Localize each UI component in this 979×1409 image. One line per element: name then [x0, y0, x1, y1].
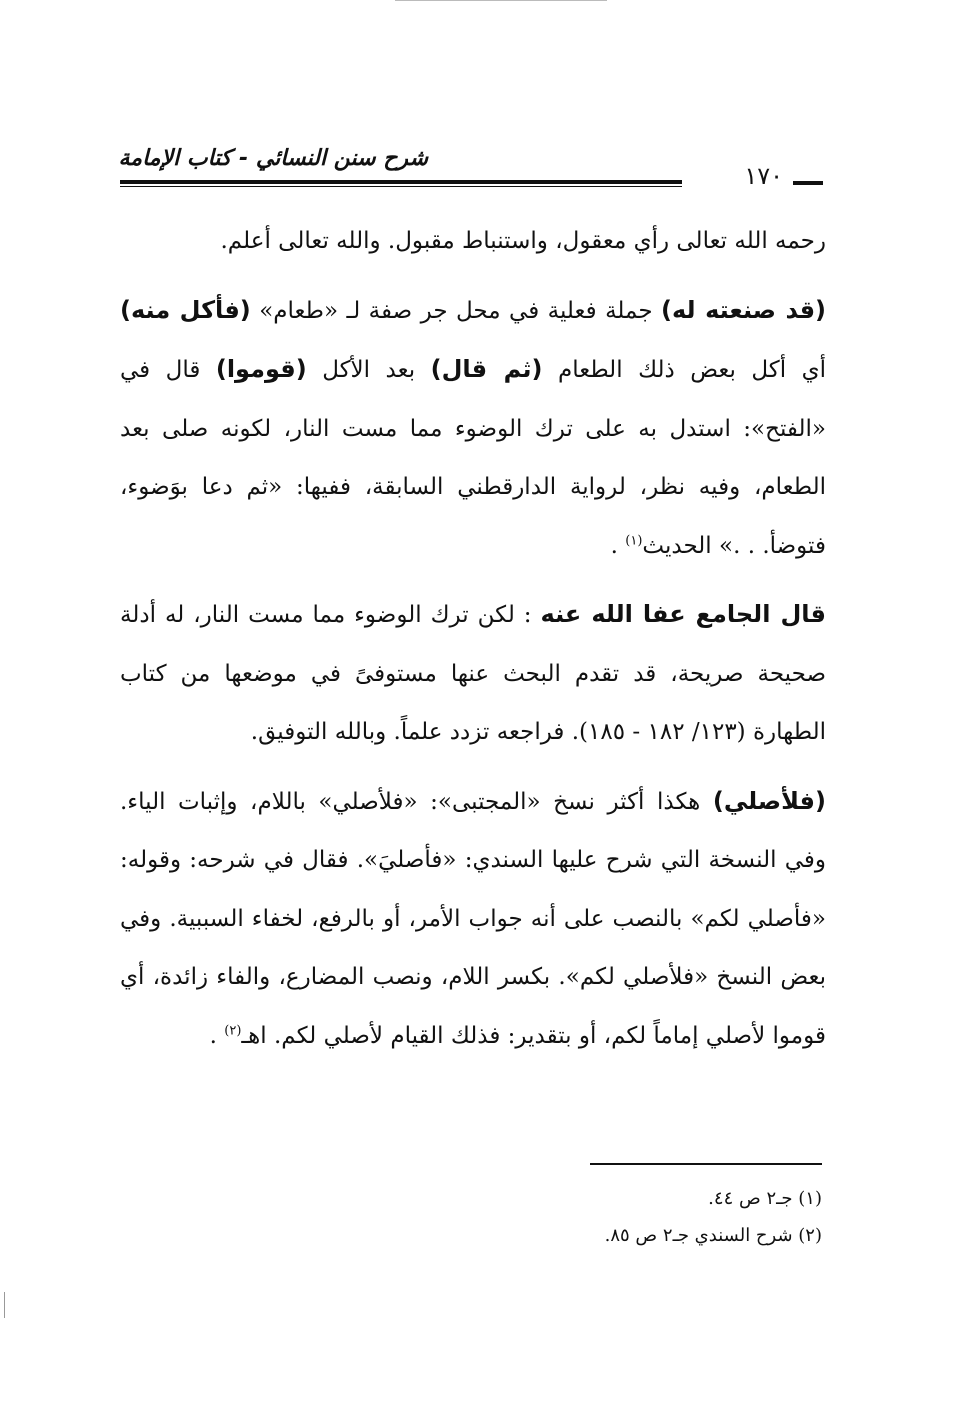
paragraph-text: قال في «الفتح»: استدل به على ترك الوضوء مما مست النار، لكونه صلى بعد الطعام، وفيه نظر، لرواية الدارقطني السابقة، ففيها: «ثم دعا بوَضوء، فتوضأ. . .» الحديث: [120, 357, 826, 559]
bold-phrase: (فأكل منه): [120, 295, 251, 324]
header-rule-thin: [120, 186, 682, 187]
footnote-2: (٢) شرح السندي جـ٢ ص ٨٥.: [604, 1225, 822, 1246]
paragraph-text: بعد الأكل: [306, 357, 431, 383]
running-title: شرح سنن النسائي - كتاب الإمامة: [118, 146, 428, 171]
bold-phrase: (ثم قال): [430, 355, 543, 383]
paragraph-text: هكذا أكثر نسخ «المجتبى»: «فلأصلي» باللام، وإثبات الياء. وفي النسخة التي شرح عليها السندي: «فأصليَ». فقال في شرحه: وقوله: «فأصلي لكم» بالنصب على أنه جواب الأمر، أو بالرفع، لخفاء السببية. وفي بعض النسخ «فلأصلي لكم». بكسر اللام، ونصب المضارع، والفاء زائدة، أي قوموا لأصلي إماماً لكم، أو بتقدير: فذلك القيام لأصلي لكم. اهـ: [120, 788, 826, 1049]
footnotes: [605, 1180, 822, 1254]
paragraph-3: [120, 585, 826, 762]
scan-edge-left: [4, 1292, 5, 1318]
header-rule: [120, 180, 682, 184]
paragraph-2: [120, 281, 826, 576]
paragraph-text: رحمه الله تعالى رأي معقول، واستنباط مقبول. والله تعالى أعلم.: [220, 228, 826, 254]
footnote-1: (١) جـ٢ ص ٤٤.: [708, 1188, 822, 1209]
paragraph-end: .: [610, 532, 626, 559]
paragraph-text: جملة فعلية في محل جر صفة لـ «طعام»: [250, 297, 662, 324]
bold-phrase: (قوموا): [215, 355, 307, 383]
footnote-rule: [590, 1163, 822, 1165]
bold-phrase: قال الجامع عفا الله عنه: [540, 600, 826, 628]
bold-phrase: (قد صنعته له): [661, 295, 827, 324]
paragraph-text: أي أكل بعض ذلك الطعام: [542, 357, 826, 383]
paragraph-text: : لكن ترك الوضوء مما مست النار، له أدلة صحيحة صريحة، قد تقدم البحث عنها مستوفىً في موضعها من كتاب الطهارة (١٢٣/ ١٨٢ - ١٨٥). فراجعه تزدد علماً. وبالله التوفيق.: [120, 602, 826, 745]
page-number: ١٧٠: [744, 162, 783, 190]
page-number-dash: [793, 181, 823, 185]
footnote-ref-2: (٢): [224, 1022, 242, 1038]
paragraph-end: .: [209, 1022, 225, 1049]
paragraph-1: [120, 212, 826, 271]
footnote-ref-1: (١): [625, 532, 643, 548]
page-header: [120, 140, 823, 192]
paragraph-4: [120, 772, 826, 1066]
body-text: [120, 212, 826, 1065]
scan-edge-top: [395, 0, 607, 1]
bold-phrase: (فلأصلي): [712, 786, 826, 815]
